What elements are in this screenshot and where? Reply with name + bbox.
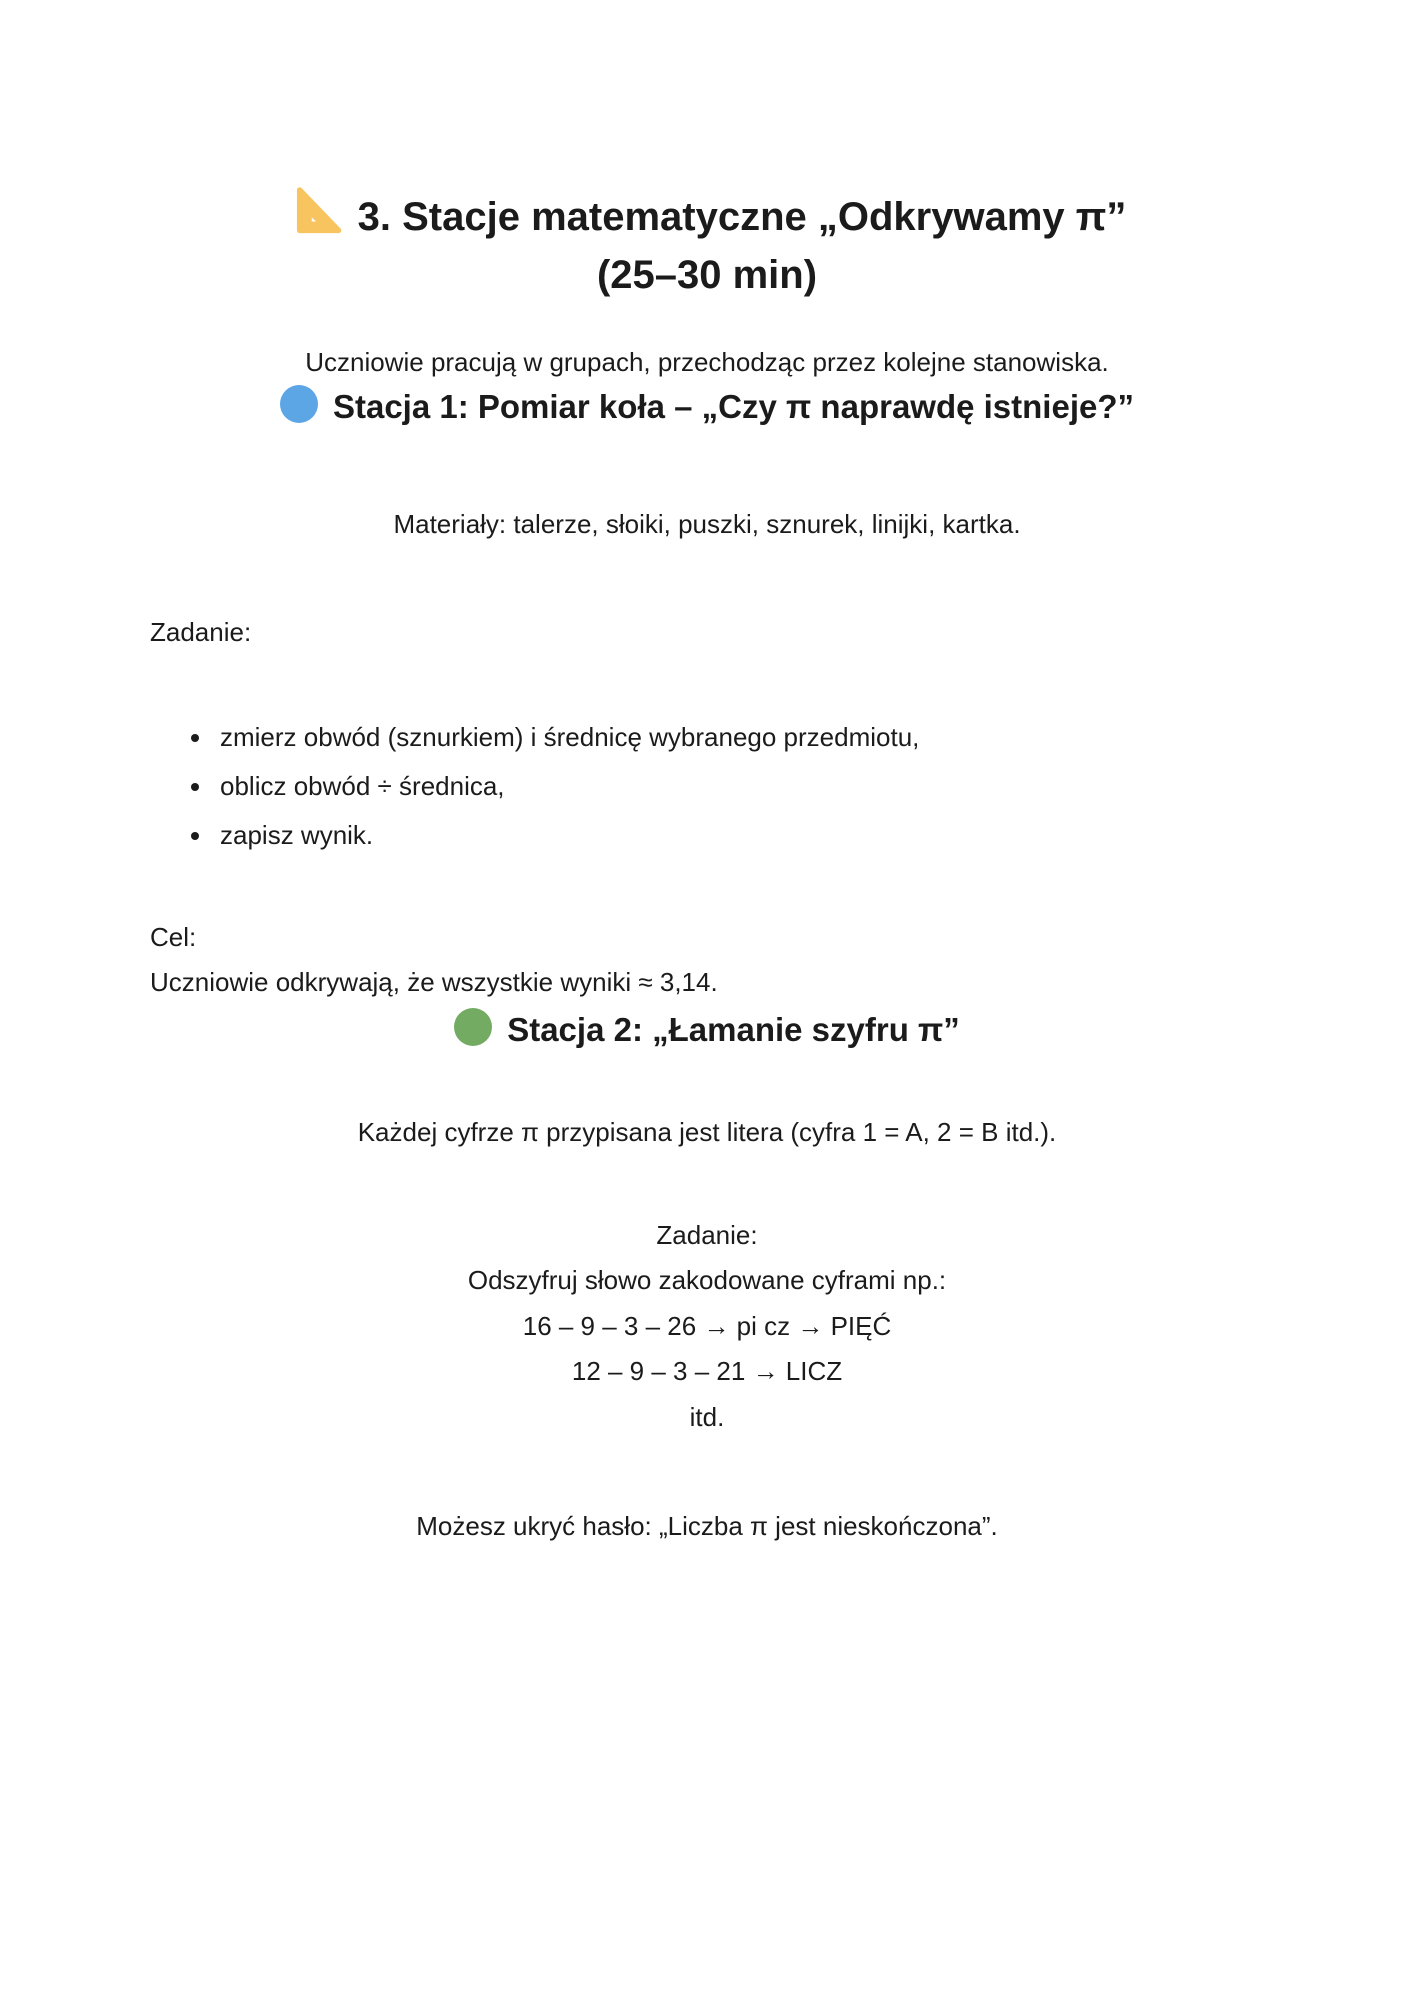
task-list-item: • zmierz obwód (sznurkiem) i średnicę wybranego przedmiotu, (214, 718, 1264, 757)
station1-task-list (150, 718, 1264, 855)
station1-goal-text: Uczniowie odkrywają, że wszystkie wyniki ≈ 3,14. (150, 967, 718, 998)
page-title-line1: 3. Stacje matematyczne „Odkrywamy π” (357, 195, 1127, 239)
page-title (150, 183, 1264, 304)
station2-example-line: 12 – 9 – 3 – 21 → LICZ (571, 1356, 843, 1387)
station2-heading-text: Stacja 2: „Łamanie szyfru π” (507, 1010, 960, 1048)
task-list-item: • zapisz wynik. (214, 816, 1264, 855)
station1-materials: Materiały: talerze, słoiki, puszki, sznurek, linijki, kartka. (393, 508, 1021, 539)
station2-task-instruction: Odszyfruj słowo zakodowane cyframi np.: (467, 1265, 947, 1296)
station1-goal-label: Cel: (150, 922, 197, 953)
page-title-line2: (25–30 min) (596, 253, 818, 297)
station2-heading (150, 1005, 1264, 1055)
task-list-item: • oblicz obwód ÷ średnica, (214, 767, 1264, 806)
station1-goal (150, 915, 1264, 1004)
green-circle-icon (454, 1008, 492, 1046)
station1-heading (247, 382, 1167, 432)
station2-example-line: 16 – 9 – 3 – 26 → pi cz → PIĘĆ (522, 1310, 892, 1341)
intro-paragraph: Uczniowie pracują w grupach, przechodząc przez kolejne stanowiska. (305, 347, 1109, 377)
station2-task-label: Zadanie: (656, 1219, 758, 1250)
station1-heading-text: Stacja 1: Pomiar koła – „Czy π naprawdę istnieje?” (332, 388, 1135, 426)
station2-example-line: itd. (689, 1401, 725, 1432)
station2-task-block (150, 1213, 1264, 1441)
station2-intro: Każdej cyfrze π przypisana jest litera (cyfra 1 = A, 2 = B itd.). (357, 1117, 1057, 1148)
blue-circle-icon (280, 385, 318, 423)
triangle-ruler-icon (288, 183, 344, 239)
station1-task-label: Zadanie: (150, 617, 252, 648)
station2-note: Możesz ukryć hasło: „Liczba π jest nieskończona”. (416, 1511, 998, 1542)
